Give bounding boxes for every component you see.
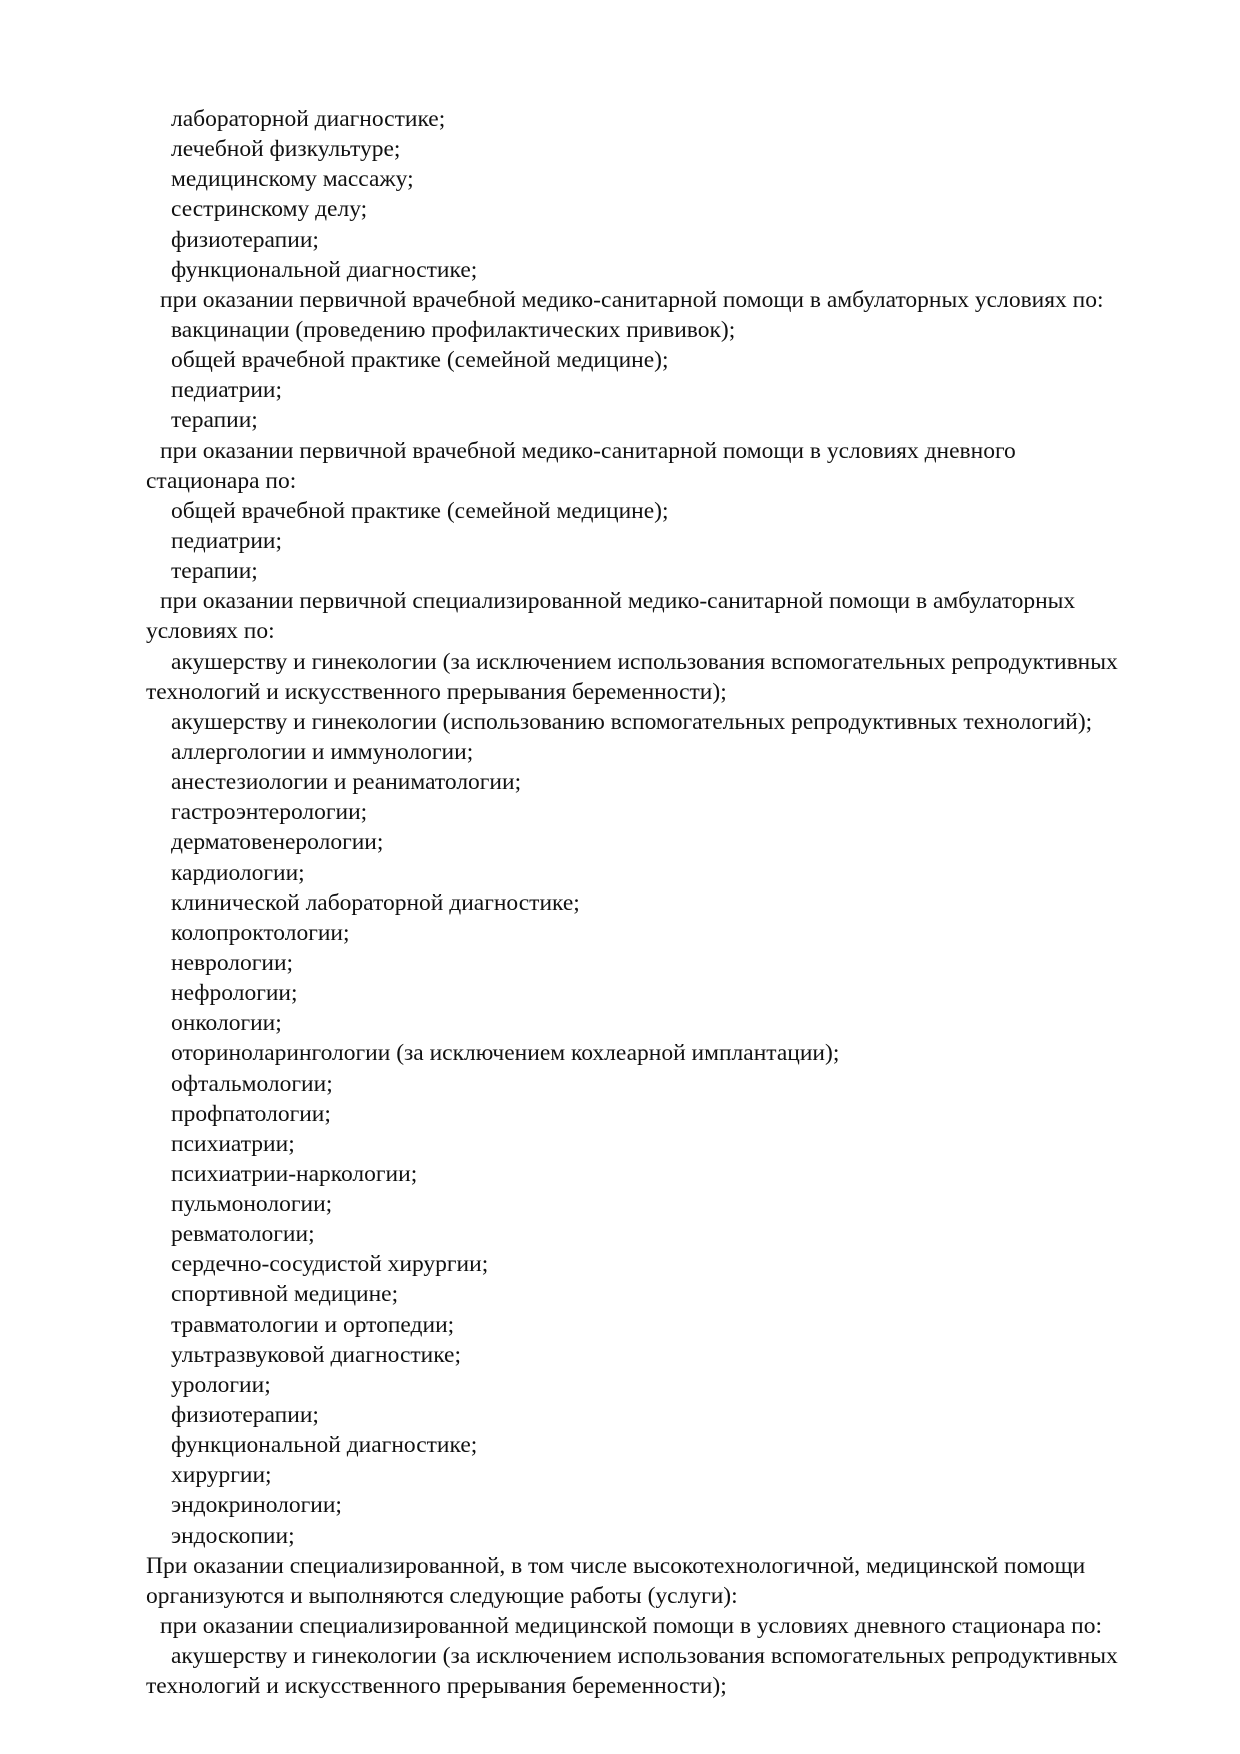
list-item: профпатологии;: [171, 1100, 331, 1127]
list-item: физиотерапии;: [171, 1402, 319, 1429]
list-item: функциональной диагностике;: [171, 256, 478, 283]
continuation-line: стационара по:: [146, 467, 297, 494]
list-item: физиотерапии;: [171, 226, 319, 253]
section-subheading: при оказании первичной врачебной медико-санитарной помощи в условиях дневного: [160, 437, 1016, 464]
list-item: терапии;: [171, 407, 258, 434]
list-item: медицинскому массажу;: [171, 166, 414, 193]
document-body: [146, 104, 1186, 1701]
list-item: лабораторной диагностике;: [171, 106, 446, 132]
list-item: функциональной диагностике;: [171, 1432, 478, 1459]
list-item: анестезиологии и реаниматологии;: [171, 769, 522, 796]
list-item: эндоскопии;: [171, 1522, 295, 1549]
list-item: эндокринологии;: [171, 1492, 342, 1519]
list-item: дерматовенерологии;: [171, 829, 384, 856]
list-item: ревматологии;: [171, 1221, 315, 1248]
list-item: терапии;: [171, 558, 258, 585]
list-item: общей врачебной практике (семейной медицине);: [171, 497, 669, 524]
continuation-line: организуются и выполняются следующие работы (услуги):: [146, 1582, 738, 1609]
list-item: оториноларингологии (за исключением кохлеарной имплантации);: [171, 1040, 840, 1067]
continuation-line: условиях по:: [146, 618, 275, 645]
continuation-line: технологий и искусственного прерывания беременности);: [146, 678, 727, 705]
list-item: хирургии;: [171, 1462, 272, 1489]
list-item: кардиологии;: [171, 859, 305, 886]
list-item: пульмонологии;: [171, 1191, 333, 1218]
list-item: офтальмологии;: [171, 1070, 333, 1097]
list-item: вакцинации (проведению профилактических прививок);: [171, 316, 736, 343]
section-subheading: при оказании специализированной медицинской помощи в условиях дневного стационара по:: [160, 1613, 1102, 1640]
list-item: акушерству и гинекологии (за исключением использования вспомогательных репродуктивных: [171, 1643, 1118, 1670]
list-item: акушерству и гинекологии (за исключением использования вспомогательных репродуктивных: [171, 648, 1118, 675]
list-item: спортивной медицине;: [171, 1281, 399, 1308]
list-item: урологии;: [171, 1371, 271, 1398]
section-subheading: при оказании первичной специализированной медико-санитарной помощи в амбулаторных: [160, 588, 1076, 615]
list-item: акушерству и гинекологии (использованию вспомогательных репродуктивных технологий);: [171, 708, 1093, 735]
paragraph-line: При оказании специализированной, в том числе высокотехнологичной, медицинской помощи: [146, 1552, 1086, 1579]
list-item: гастроэнтерологии;: [171, 799, 368, 826]
continuation-line: технологий и искусственного прерывания беременности);: [146, 1673, 727, 1700]
list-item: психиатрии-наркологии;: [171, 1160, 418, 1187]
list-item: сердечно-сосудистой хирургии;: [171, 1251, 489, 1278]
list-item: колопроктологии;: [171, 919, 350, 946]
list-item: психиатрии;: [171, 1130, 295, 1157]
list-item: клинической лабораторной диагностике;: [171, 889, 580, 916]
list-item: неврологии;: [171, 949, 294, 976]
list-item: общей врачебной практике (семейной медицине);: [171, 347, 669, 374]
list-item: травматологии и ортопедии;: [171, 1311, 455, 1338]
list-item: лечебной физкультуре;: [171, 136, 401, 163]
list-item: аллергологии и иммунологии;: [171, 738, 474, 765]
list-item: сестринскому делу;: [171, 196, 368, 223]
list-item: онкологии;: [171, 1010, 282, 1037]
list-item: педиатрии;: [171, 377, 283, 404]
list-item: нефрологии;: [171, 980, 298, 1007]
list-item: педиатрии;: [171, 527, 283, 554]
list-item: ультразвуковой диагностике;: [171, 1341, 462, 1368]
section-subheading: при оказании первичной врачебной медико-санитарной помощи в амбулаторных условиях по:: [160, 286, 1104, 313]
